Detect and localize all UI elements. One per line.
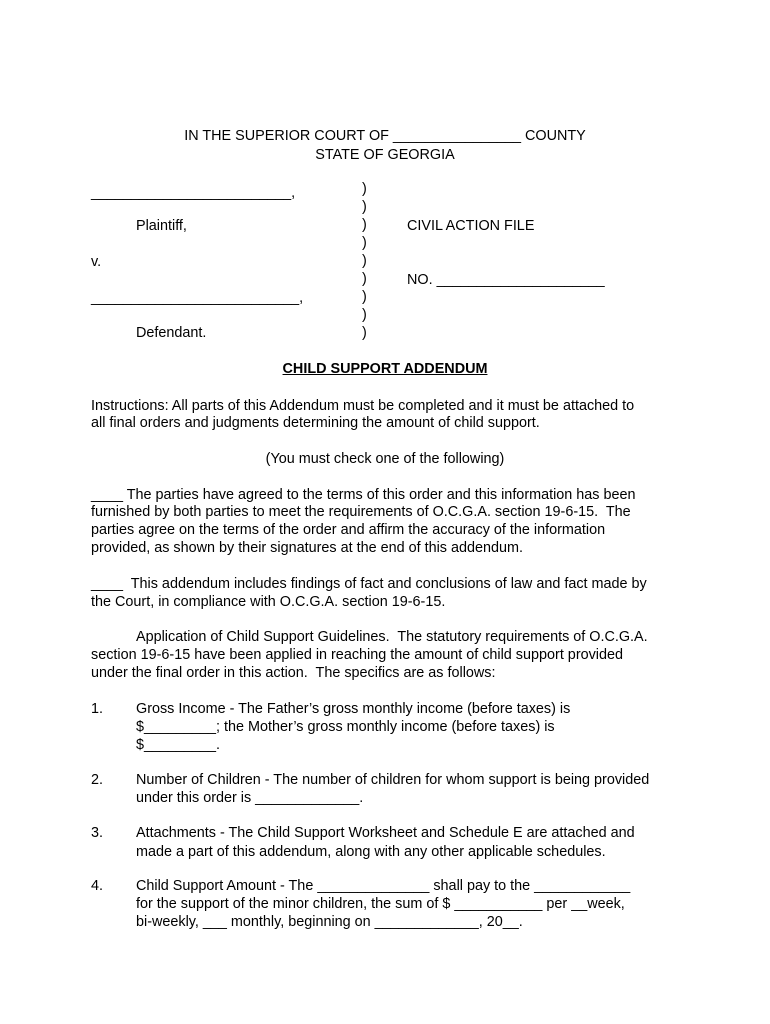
- item-line: Child Support Amount - The ______________ shall pay to the ____________: [136, 878, 631, 894]
- court-heading: IN THE SUPERIOR COURT OF ________________ COUNTY: [184, 128, 586, 144]
- defendant-label: Defendant.: [136, 325, 207, 341]
- paragraph-line: under the final order in this action. The specifics are as follows:: [91, 665, 496, 681]
- paragraph-line: Application of Child Support Guidelines. The statutory requirements of O.C.G.A.: [136, 629, 648, 645]
- caption-paren: ): [362, 325, 367, 341]
- caption-paren: ): [362, 289, 367, 305]
- paragraph-line: parties agree on the terms of the order and affirm the accuracy of the information: [91, 522, 606, 538]
- paragraph-line: furnished by both parties to meet the requirements of O.C.G.A. section 19-6-15. The: [91, 504, 631, 520]
- item-line: bi-weekly, ___ monthly, beginning on _____________, 20__.: [136, 914, 523, 930]
- item-line: under this order is _____________.: [136, 790, 364, 806]
- caption-paren: ): [362, 307, 367, 323]
- plaintiff-name-blank: _________________________,: [91, 185, 296, 201]
- item-number: 1.: [91, 701, 104, 717]
- item-line: for the support of the minor children, the sum of $ ___________ per __week,: [136, 896, 625, 912]
- paragraph-line: ____ This addendum includes findings of fact and conclusions of law and fact made by: [91, 576, 647, 592]
- plaintiff-label: Plaintiff,: [136, 218, 187, 234]
- caption-paren: ): [362, 235, 367, 251]
- document-title: CHILD SUPPORT ADDENDUM: [282, 361, 488, 377]
- civil-action-label: CIVIL ACTION FILE: [407, 218, 535, 234]
- instructions-line: all final orders and judgments determining the amount of child support.: [91, 415, 540, 431]
- item-line: $_________.: [136, 737, 221, 753]
- paragraph-line: provided, as shown by their signatures at the end of this addendum.: [91, 540, 523, 556]
- paragraph-line: section 19-6-15 have been applied in reaching the amount of child support provided: [91, 647, 624, 663]
- versus-label: v.: [91, 254, 102, 270]
- paragraph-line: the Court, in compliance with O.C.G.A. section 19-6-15.: [91, 594, 446, 610]
- item-line: Attachments - The Child Support Worksheet and Schedule E are attached and: [136, 825, 635, 841]
- check-one-note: (You must check one of the following): [265, 451, 505, 467]
- defendant-name-blank: __________________________,: [91, 290, 304, 306]
- caption-paren: ): [362, 271, 367, 287]
- item-line: Gross Income - The Father’s gross monthly income (before taxes) is: [136, 701, 571, 717]
- item-number: 2.: [91, 772, 104, 788]
- caption-paren: ): [362, 217, 367, 233]
- instructions-line: Instructions: All parts of this Addendum must be completed and it must be attached to: [91, 398, 635, 414]
- paragraph-line: ____ The parties have agreed to the terms of this order and this information has been: [91, 487, 636, 503]
- item-line: $_________; the Mother’s gross monthly income (before taxes) is: [136, 719, 555, 735]
- caption-paren: ): [362, 199, 367, 215]
- item-number: 3.: [91, 825, 104, 841]
- state-heading: STATE OF GEORGIA: [315, 147, 455, 163]
- file-number-blank: NO. _____________________: [407, 272, 605, 288]
- item-line: made a part of this addendum, along with any other applicable schedules.: [136, 844, 606, 860]
- item-line: Number of Children - The number of children for whom support is being provided: [136, 772, 650, 788]
- item-number: 4.: [91, 878, 104, 894]
- caption-paren: ): [362, 253, 367, 269]
- caption-paren: ): [362, 181, 367, 197]
